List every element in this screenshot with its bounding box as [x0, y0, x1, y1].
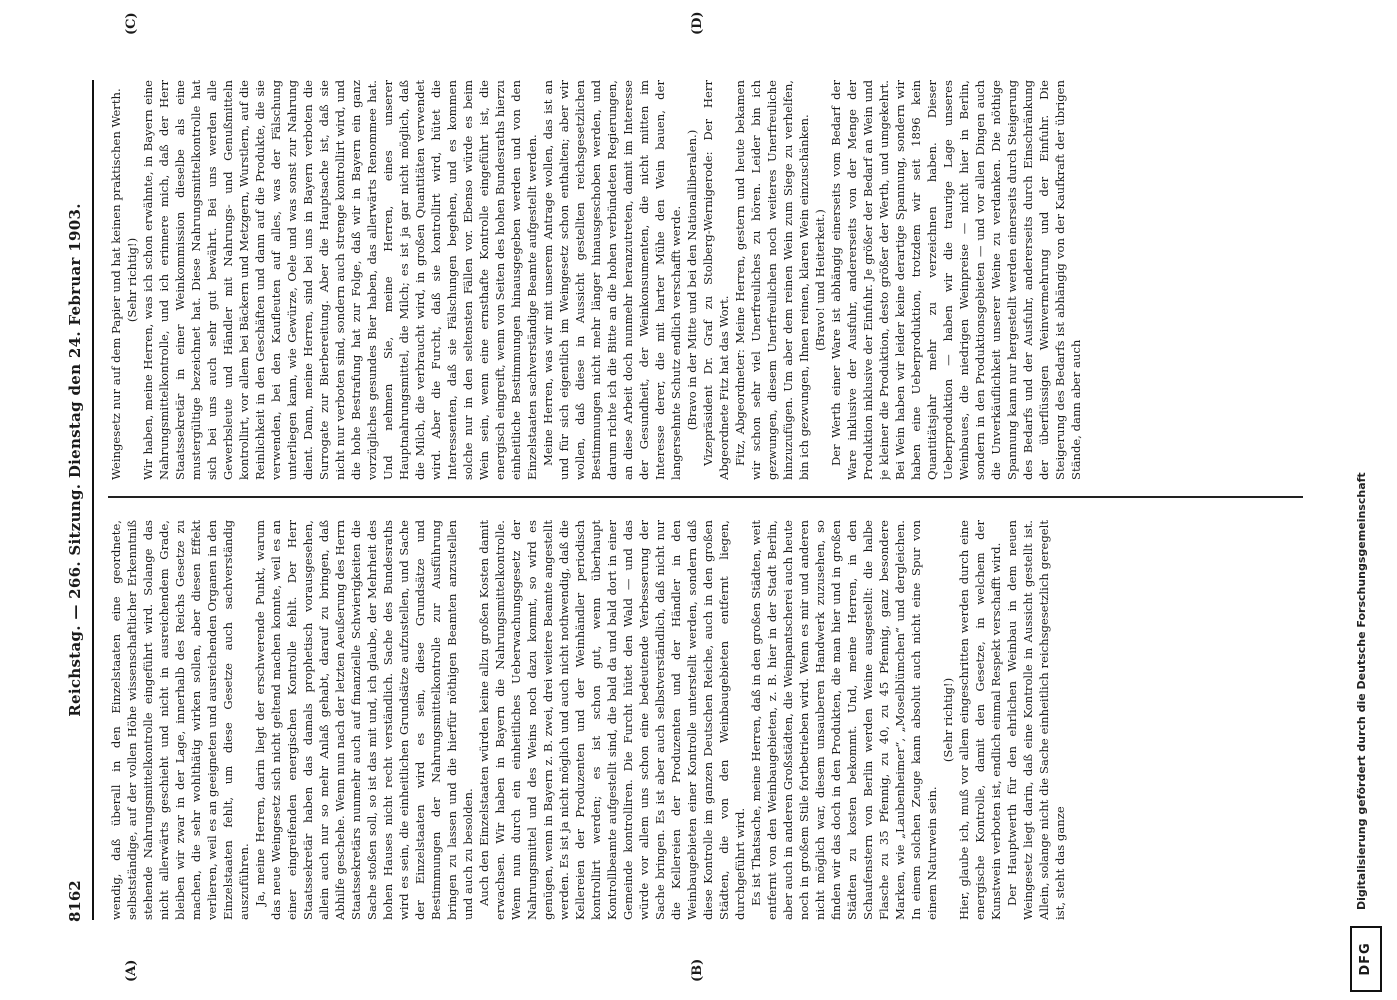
margin-letter-b: (B) [690, 958, 705, 982]
paragraph: Der Werth einer Ware ist abhängig einerseits vom Bedarf der Ware inklusive der Ausfuhr, andererseits von der Menge der Produktion inklusive der Einfuhr. Je größer der Bedarf an Wein und je kleiner die Produktion, desto größer der Werth, und umgekehrt. Bei Wein haben wir leider keine derartige Spannung, sondern wir haben eine Ueberproduktion, trotzdem wir seit 1896 kein Quantitätsjahr mehr zu verzeichnen haben. Dieser Ueberproduktion — haben wir die traurige Lage unseres Weinbaues, die niedrigen Weinpreise — nicht hier in Berlin, sondern in den Produktionsgebieten — und vor allen Dingen auch die Unverkäuflichkeit unserer Weine zu verdanken. Die nöthige Spannung kann nur hergestellt werden einerseits durch Steigerung des Bedarfs und der Ausfuhr, andererseits durch Einschränkung der überflüssigen Weinvermehrung und der Einfuhr. Die Steigerung des Bedarfs ist abhängig von der Kaufkraft der übrigen Stände, dann aber auch [829, 80, 1083, 480]
paragraph: (Sehr richtig!) [941, 677, 955, 763]
page-title: Reichstag. — 266. Sitzung. Dienstag den 24. Februar 1903. [66, 203, 84, 717]
paragraph: Hier, glaube ich, muß vor allem eingeschritten werden durch eine energische Kontrolle, damit den Gesetze, in welchem der Kunstwein verboten ist, endlich einmal Respekt verschafft wird. [957, 520, 1003, 920]
paragraph: Der Hauptwerth für den ehrlichen Weinbau in dem neuen Weingesetz liegt darin, daß eine Kontrolle in Aussicht gestellt ist. Allein, solange nicht die Sache einheitlich reichsgesetzlich geregelt ist, steht das ganze [1005, 520, 1067, 920]
paragraph: Es ist Thatsache, meine Herren, daß in den großen Städten, weit entfernt von den Weinbaugebieten, z. B. hier in der Stadt Berlin, aber auch in anderen Großstädten, die Weinpantscherei auch heute noch in großem Stile fortbetrieben wird. Wenn es mir und anderen nicht möglich war, diesem unsauberen Handwerk zuzusehen, so finden wir das doch in den Produkten, die man hier und in großen Städten zu kosten bekommt. Und, meine Herren, in den Schaufenstern von Berlin werden Weine ausgestellt: die halbe Flasche zu 35 Pfennig, zu 40, zu 45 Pfennig, ganz besondere Marken, wie „Laubenheimer“, „Moselblümchen“ und dergleichen. In einem solchen Zeuge kann absolut auch nicht eine Spur von einem Naturwein sein. [749, 520, 939, 920]
margin-letter-d: (D) [690, 11, 705, 35]
paragraph: (Bravo in der Mitte und bei den Nationalliberalen.) [685, 129, 699, 431]
dfg-logo: DFG [1350, 926, 1382, 992]
left-text-column [108, 520, 1303, 920]
margin-letter-c: (C) [124, 12, 139, 35]
paragraph: Wir haben, meine Herren, was ich schon erwähnte, in Bayern eine Nahrungsmittelkontrolle, und ich erinnere mich, daß der Herr Staatssekretär in einer Weinkommission dieselbe als eine mustergültige bezeichnet hat. Diese Nahrungsmittelkontrolle hat sich bei uns auch sehr gut bewährt. Bei uns werden alle Gewerbsleute und Händler mit Nahrungs- und Genußmitteln kontrollirt, vor allem bei Bäckern und Metzgern, Wurstlern, auf die Reinlichkeit in den Geschäften und dann auf die Produkte, die sie verwenden, bei den Kaufleuten auf alles, was der Fälschung unterliegen kann, wie Gewürze, Oele und was sonst zur Nahrung dient. Dann, meine Herren, sind bei uns in Bayern verboten die Surrogate zur Bierbereitung. Aber die Hauptsache ist, daß sie nicht nur verboten sind, sondern auch strenge kontrollirt wird, und die hohe Bestrafung hat zur Folge, daß wir in Bayern ein ganz vorzügliches gesundes Bier haben, das allerwärts Renommee hat. Und nehmen Sie, meine Herren, eines unserer Hauptnahrungsmittel, die Milch; es ist ja gar nicht möglich, daß die Milch, die verbraucht wird, in großen Quantitäten verwendet wird. Aber die Furcht, daß sie kontrollirt wird, hütet die Interessenten, daß sie Fälschungen begehen, und es kommen solche nur in den seltensten Fällen vor. Ebenso würde es beim Wein sein, wenn eine ernsthafte Kontrolle eingeführt ist, die energisch eingreift, wenn von Seiten des hohen Bundesraths hierzu einheitliche Bestimmungen hinausgegeben werden und von den Einzelstaaten sachverständige Beamte aufgestellt werden. [141, 80, 539, 480]
column-divider [108, 496, 1303, 498]
paragraph: (Bravo! und Heiterkeit.) [813, 209, 827, 351]
paragraph: Meine Herren, was wir mit unserem Antrage wollen, das ist an und für sich eigentlich im Weingesetz schon enthalten; aber wir wollen, daß diese in Aussicht gestellten reichsgesetzlichen Bestimmungen nicht mehr länger hinausgeschoben werden, und darum richte ich die Bitte an die hohen verbündeten Regierungen, an diese Arbeit doch nunmehr heranzutreten, damit im Interesse der Gesundheit, der Weinkonsumenten, die nicht mitten im Interesse derer, die mit harter Mühe den Wein bauen, der langersehnte Schutz endlich verschafft werde. [541, 80, 683, 480]
paragraph: Ja, meine Herren, darin liegt der erschwerende Punkt, warum das neue Weingesetz sich nicht geltend machen konnte, weil es an einer eingreifenden energischen Kontrolle fehlt. Der Herr Staatssekretär haben das damals prophetisch vorausgesehen, allein auch nur so mehr Anlaß gehabt, darauf zu bringen, daß Abhilfe geschehe. Wenn nun nach der letzten Aeußerung des Herrn Staatssekretärs nunmehr auch auf finanzielle Schwierigkeiten die Sache stoßen soll, so ist das mit und, ich glaube, der Mehrheit des hohen Hauses nicht recht verständlich. Sache des Bundesraths wird es sein, die einheitlichen Grundsätze aufzustellen, und Sache der Einzelstaaten wird es sein, diese Grundsätze und Bestimmungen der Nahrungsmittelkontrolle zur Ausführung bringen zu lassen und die hierfür nöthigen Beamten anzustellen und auch zu besolden. [253, 520, 475, 920]
page-header [66, 50, 88, 960]
paragraph: Fitz, Abgeordneter: Meine Herren, gestern und heute bekamen wir schon sehr viel Unerfreuliches zu hören. Leider bin ich gezwungen, diesem Unerfreulichen noch weiteres Unerfreuliche hinzuzufügen. Um aber dem reinen Wein zum Siege zu verhelfen, bin ich gezwungen, Ihnen reinen, klaren Wein einzuschänken. [733, 80, 811, 480]
margin-letter-a: (A) [124, 959, 139, 982]
page-number: 8162 [66, 880, 84, 922]
right-text-column [108, 80, 1303, 480]
paragraph: Vizepräsident Dr. Graf zu Stolberg-Wernigerode: Der Herr Abgeordnete Fitz hat das Wort. [701, 80, 731, 480]
paragraph: (Sehr richtig!) [125, 237, 139, 323]
paragraph: Weingesetz nur auf dem Papier und hat keinen praktischen Werth. [109, 88, 123, 480]
digitization-note: Digitalisierung gefördert durch die Deutsche Forschungsgemeinschaft [1355, 472, 1368, 910]
paragraph: Auch den Einzelstaaten würden keine allzu großen Kosten damit erwachsen. Wir haben in Bayern die Nahrungsmittelkontrolle. Wenn nun durch ein einheitliches Ueberwachungsgesetz der Nahrungsmittel und des Weins noch dazu kommt, so wird es genügen, wenn in Bayern z. B. zwei, drei weitere Beamte angestellt werden. Es ist ja nicht möglich und auch nicht nothwendig, daß die Kellereien der Produzenten und der Weinhändler periodisch kontrollirt werden; es ist schon gut, wenn überhaupt Kontrollbeamte aufgestellt sind, die bald da und bald dort in einer Gemeinde kontrolliren. Die Furcht hütet den Wald — und das würde vor allem uns schon eine bedeutende Verbesserung der Sache bringen. Es ist aber auch selbstverständlich, daß nicht nur die Kellereien der Produzenten und der Händler in den Weinbaugebieten einer Kontrolle unterstellt werden, sondern daß diese Kontrolle im ganzen Deutschen Reiche, auch in den großen Städten, die von den Weinbaugebieten entfernt liegen, durchgeführt wird. [477, 520, 747, 920]
paragraph: wendig, daß überall in den Einzelstaaten eine geordnete, selbstständige, auf der vollen Höhe wissenschaftlicher Erkenntniß stehende Nahrungsmittelkontrolle eingeführt wird. Solange das nicht allerwärts geschieht und nicht in ausreichendem Grade, bleiben wir zwar in der Lage, innerhalb des Reichs Gesetze zu machen, die sehr wohlthätig wirken sollen, aber diesen Effekt verlieren, weil es an geeigneten und ausreichenden Organen in den Einzelstaaten fehlt, um diese Gesetze auch sachverständig auszuführen. [109, 520, 251, 920]
header-rule [92, 80, 94, 920]
